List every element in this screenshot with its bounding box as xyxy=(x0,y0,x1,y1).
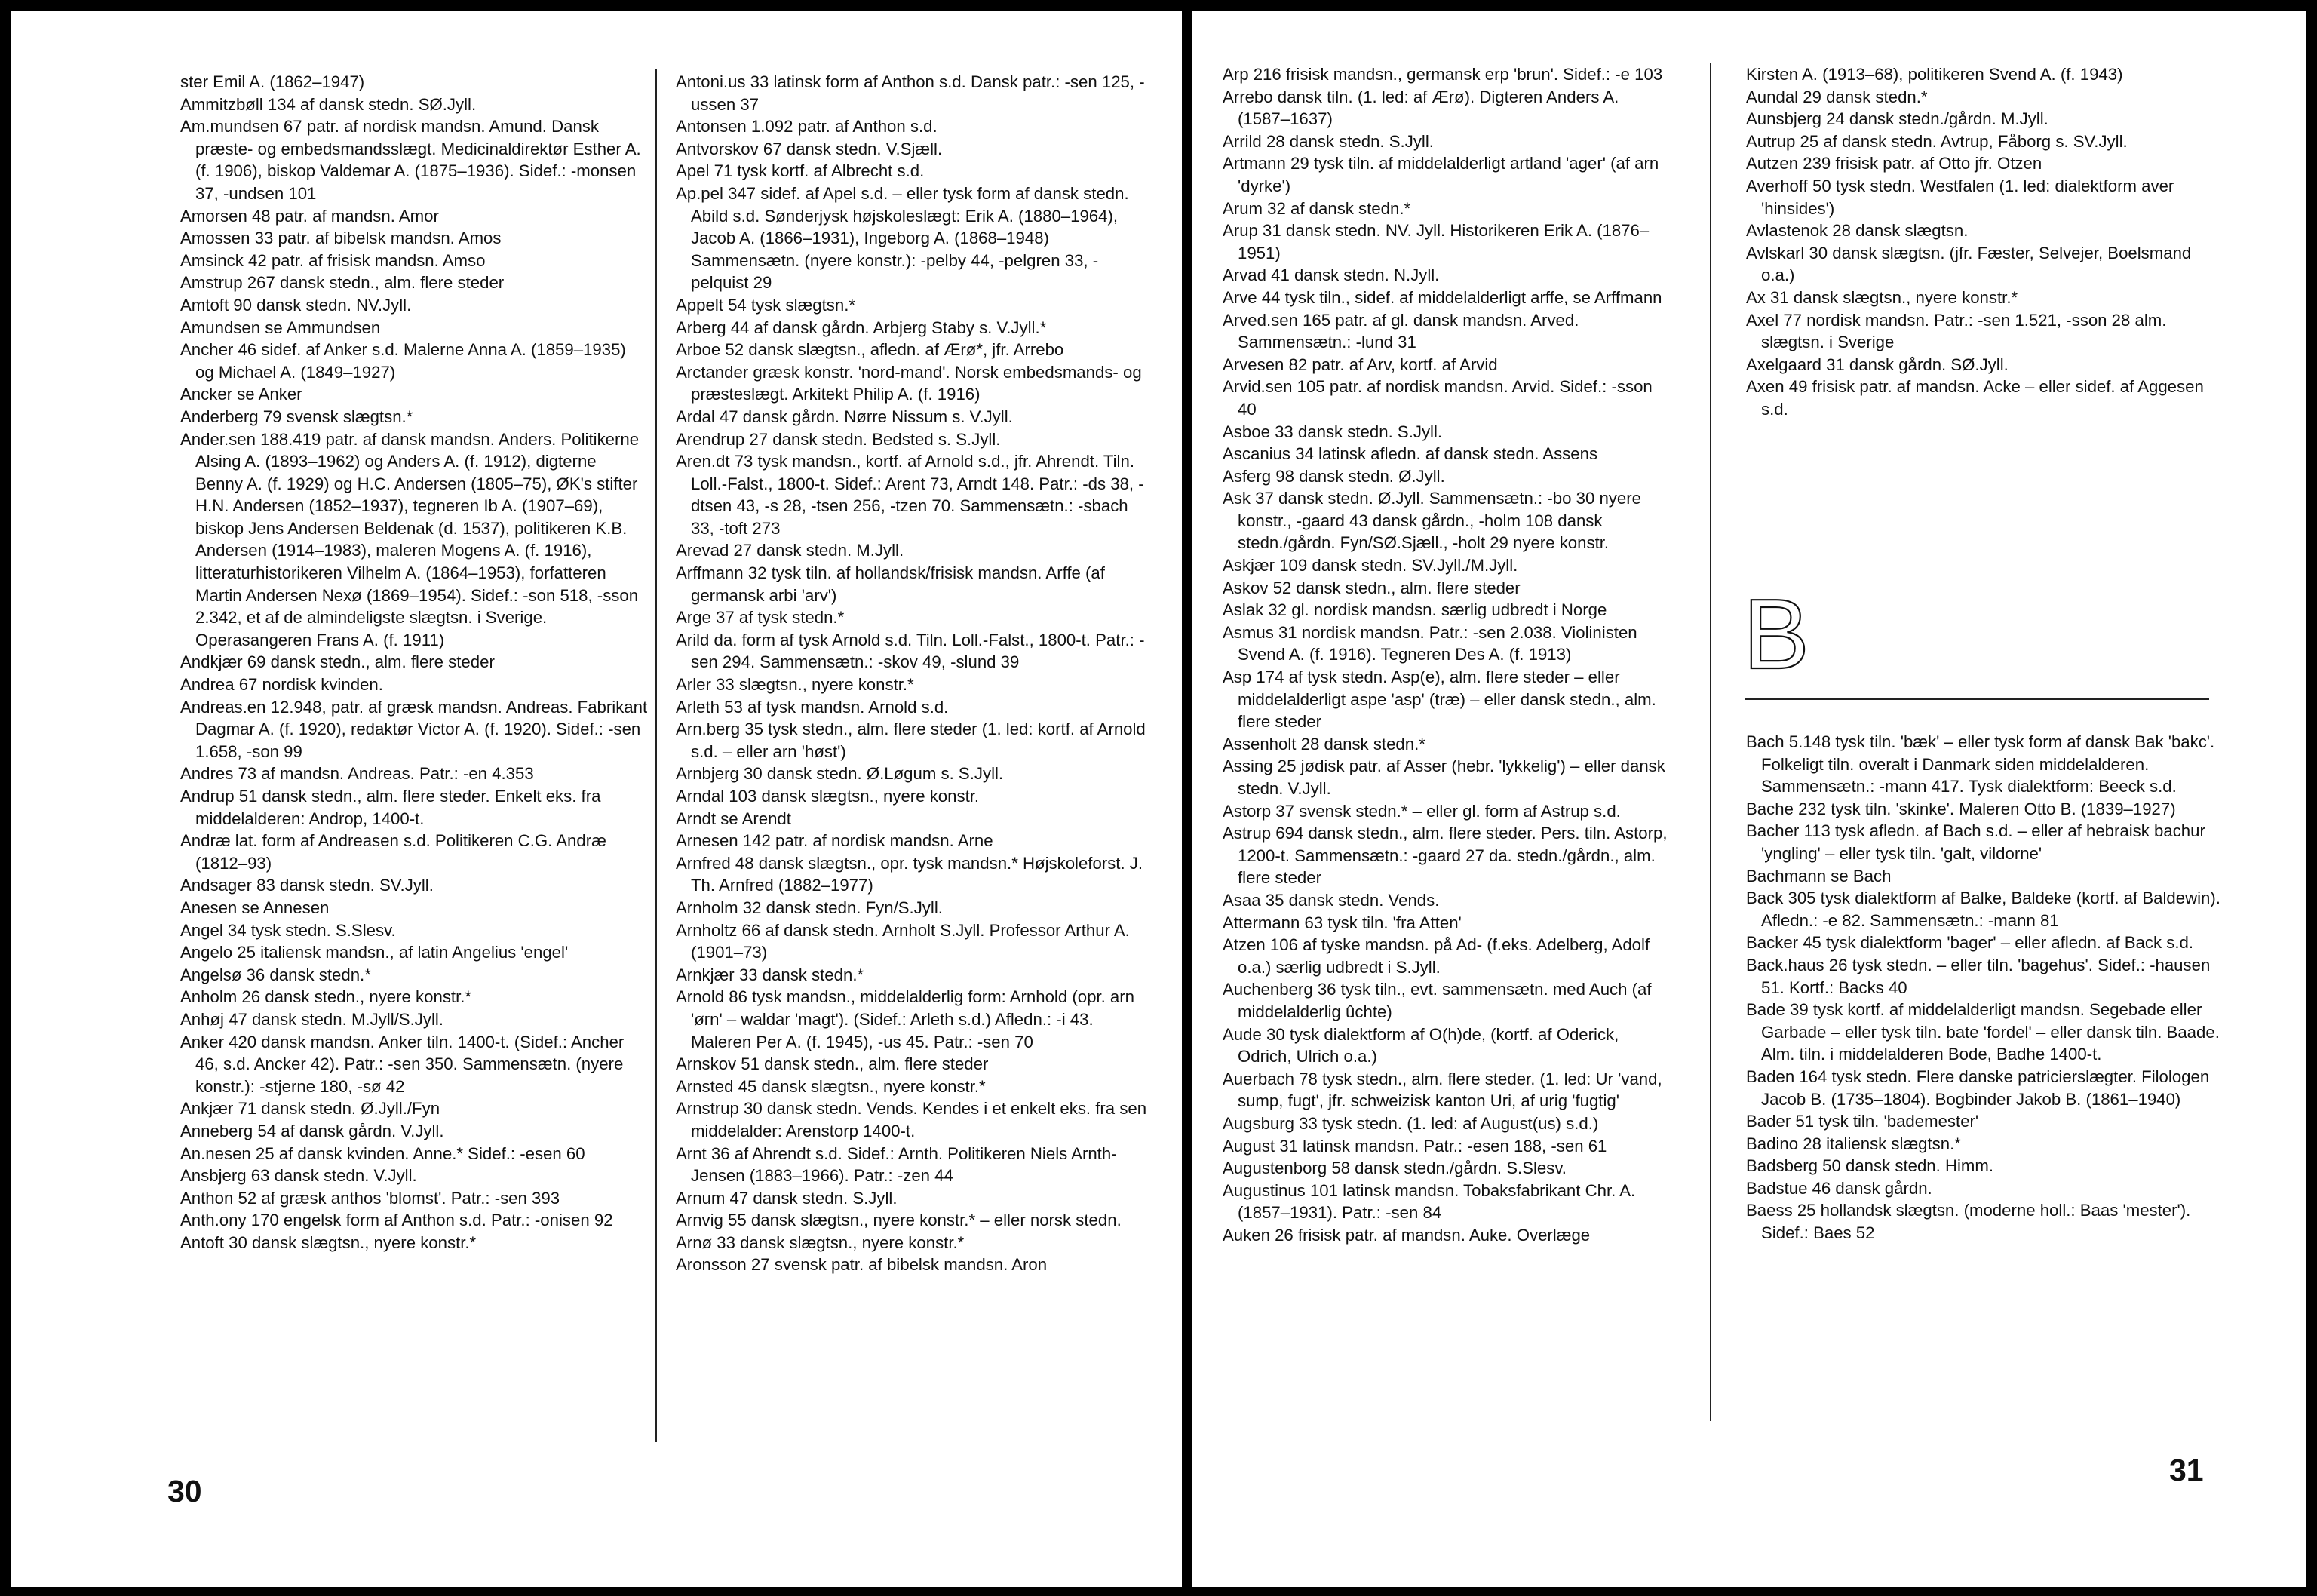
dictionary-entry: Angel 34 tysk stedn. S.Slesv. xyxy=(180,920,396,940)
dictionary-entry: Arler 33 slægtsn., nyere konstr.* xyxy=(676,675,914,695)
dictionary-entry: Arve 44 tysk tiln., sidef. af middelalderligt arffe, se Arffmann xyxy=(1223,287,1662,307)
dictionary-entry: Back.haus 26 tysk stedn. – eller tiln. 'bagehus'. Sidef.: -hausen 51. Kortf.: Backs 40 xyxy=(1746,955,2211,997)
dictionary-entry: Arnholm 32 dansk stedn. Fyn/S.Jyll. xyxy=(676,898,943,917)
dictionary-entry: Aude 30 tysk dialektform af O(h)de, (kortf. af Oderick, Odrich, Ulrich o.a.) xyxy=(1223,1024,1619,1067)
dictionary-entry: Auerbach 78 tysk stedn., alm. flere steder. (1. led: Ur 'vand, sump, fugt', jfr. schweizisk kanton Uri, af urig 'fugtig' xyxy=(1223,1069,1662,1111)
dictionary-entry: Anker 420 dansk mandsn. Anker tiln. 1400-t. (Sidef.: Ancher 46, s.d. Ancker 42). Patr.: -sen 350. Sammensætn. (nyere konstr.): -stjerne 180, -sø 42 xyxy=(180,1032,625,1096)
dictionary-entry: Baess 25 hollandsk slægtsn. (moderne holl.: Baas 'mester'). Sidef.: Baes 52 xyxy=(1746,1201,2191,1243)
dictionary-entry: Arn.berg 35 tysk stedn., alm. flere steder (1. led: kortf. af Arnold s.d. – eller arn 'høst') xyxy=(676,720,1146,761)
dictionary-entry: Bader 51 tysk tiln. 'bademester' xyxy=(1746,1112,1979,1131)
dictionary-entry: Arum 32 af dansk stedn.* xyxy=(1223,198,1411,218)
right-column-1 xyxy=(1223,63,1675,1246)
dictionary-entry: Backer 45 tysk dialektform 'bager' – eller afledn. af Back s.d. xyxy=(1746,933,2194,953)
dictionary-entry: Ask 37 dansk stedn. Ø.Jyll. Sammensætn.: -bo 30 nyere konstr., -gaard 43 dansk gårdn., -holm 108 dansk stedn./gårdn. Fyn/SØ.Sjæll., -holt 29 nyere konstr. xyxy=(1223,489,1641,553)
dictionary-entry: Andkjær 69 dansk stedn., alm. flere steder xyxy=(180,652,495,672)
dictionary-entry: Arnbjerg 30 dansk stedn. Ø.Løgum s. S.Jyll. xyxy=(676,764,1004,784)
dictionary-entry: Arnum 47 dansk stedn. S.Jyll. xyxy=(676,1188,898,1208)
dictionary-entry: Anesen se Annesen xyxy=(180,898,330,917)
dictionary-entry: Anderberg 79 svensk slægtsn.* xyxy=(180,407,413,426)
dictionary-entry: Andsager 83 dansk stedn. SV.Jyll. xyxy=(180,876,434,895)
dictionary-entry: Antvorskov 67 dansk stedn. V.Sjæll. xyxy=(676,139,943,158)
dictionary-entry: Badsberg 50 dansk stedn. Himm. xyxy=(1746,1156,1994,1176)
dictionary-entry: ster Emil A. (1862–1947) xyxy=(180,72,365,91)
dictionary-entry: Ankjær 71 dansk stedn. Ø.Jyll./Fyn xyxy=(180,1099,440,1119)
dictionary-entry: Angelo 25 italiensk mandsn., af latin Angelius 'engel' xyxy=(180,943,569,962)
dictionary-entry: Amundsen se Ammundsen xyxy=(180,318,381,337)
dictionary-entry: Axelgaard 31 dansk gårdn. SØ.Jyll. xyxy=(1746,354,2009,374)
dictionary-entry: Andræ lat. form af Andreasen s.d. Politikeren C.G. Andræ (1812–93) xyxy=(180,831,606,873)
dictionary-entry: Bacher 113 tysk afledn. af Bach s.d. – eller af hebraisk bachur 'yngling' – eller tysk tiln. 'galt, vildorne' xyxy=(1746,821,2205,863)
dictionary-entry: Arrebo dansk tiln. (1. led: af Ærø). Digteren Anders A. (1587–1637) xyxy=(1223,87,1619,129)
dictionary-entry: Axel 77 nordisk mandsn. Patr.: -sen 1.521, -sson 28 alm. slægtsn. i Sverige xyxy=(1746,310,2167,352)
dictionary-entry: Amstrup 267 dansk stedn., alm. flere steder xyxy=(180,273,505,293)
dictionary-entry: Avlastenok 28 dansk slægtsn. xyxy=(1746,221,1969,241)
dictionary-entry: Autrup 25 af dansk stedn. Avtrup, Fåborg s. SV.Jyll. xyxy=(1746,131,2128,151)
svg-text:B: B xyxy=(1743,590,1810,674)
dictionary-entry: Andreas.en 12.948, patr. af græsk mandsn. Andreas. Fabrikant Dagmar A. (f. 1920), redaktør Victor A. (f. 1920). Sidef.: -sen 1.658, -son 99 xyxy=(180,697,648,761)
dictionary-entry: Axen 49 frisisk patr. af mandsn. Acke – eller sidef. af Aggesen s.d. xyxy=(1746,377,2204,419)
dictionary-entry: Arffmann 32 tysk tiln. af hollandsk/frisisk mandsn. Arffe (af germansk arbi 'arv') xyxy=(676,563,1105,605)
left-page xyxy=(11,11,1182,1587)
dictionary-entry: Back 305 tysk dialektform af Balke, Baldeke (kortf. af Baldewin). Afledn.: -e 82. Sammensætn.: -mann 81 xyxy=(1746,889,2220,930)
dictionary-entry: Arvid.sen 105 patr. af nordisk mandsn. Arvid. Sidef.: -sson 40 xyxy=(1223,377,1653,419)
dictionary-entry: Ansbjerg 63 dansk stedn. V.Jyll. xyxy=(180,1166,417,1186)
dictionary-entry: Antonsen 1.092 patr. af Anthon s.d. xyxy=(676,117,938,137)
dictionary-entry: Appelt 54 tysk slægtsn.* xyxy=(676,295,856,315)
section-letter-b xyxy=(1742,590,1815,674)
dictionary-entry: Bade 39 tysk kortf. af middelalderligt mandsn. Segebade eller Garbade – eller tysk tiln. bate 'fordel' – eller dansk tiln. Baade. Alm. tiln. i middelalderen Bode, Badhe 1400-t. xyxy=(1746,1000,2220,1064)
dictionary-entry: Avlskarl 30 dansk slægtsn. (jfr. Fæster, Selvejer, Boelsmand o.a.) xyxy=(1746,243,2192,285)
dictionary-entry: Auken 26 frisisk patr. af mandsn. Auke. Overlæge xyxy=(1223,1225,1591,1245)
dictionary-entry: Auchenberg 36 tysk tiln., evt. sammensætn. med Auch (af middelalderlig ûchte) xyxy=(1223,980,1652,1021)
page-number-left: 30 xyxy=(167,1474,202,1509)
dictionary-entry: Angelsø 36 dansk stedn.* xyxy=(180,965,371,984)
dictionary-entry: Arnkjær 33 dansk stedn.* xyxy=(676,965,864,984)
dictionary-entry: An.nesen 25 af dansk kvinden. Anne.* Sidef.: -esen 60 xyxy=(180,1143,585,1163)
dictionary-entry: Arndt se Arendt xyxy=(676,809,791,828)
dictionary-entry: Amorsen 48 patr. af mandsn. Amor xyxy=(180,206,439,226)
dictionary-entry: Aunsbjerg 24 dansk stedn./gårdn. M.Jyll. xyxy=(1746,109,2048,129)
dictionary-entry: Antoft 30 dansk slægtsn., nyere konstr.* xyxy=(180,1232,477,1252)
dictionary-entry: Arnold 86 tysk mandsn., middelalderlig form: Arnhold (opr. arn 'ørn' – waldar 'magt'). (Sidef.: Arleth s.d.) Afledn.: -i 43. Maleren Per A. (f. 1945), -us 45. Patr.: -sen 70 xyxy=(676,987,1134,1051)
dictionary-entry: Asaa 35 dansk stedn. Vends. xyxy=(1223,890,1440,910)
dictionary-entry: Anholm 26 dansk stedn., nyere konstr.* xyxy=(180,987,472,1007)
dictionary-entry: Atzen 106 af tyske mandsn. på Ad- (f.eks. Adelberg, Adolf o.a.) særlig udbredt i S.Jyll. xyxy=(1223,935,1650,977)
dictionary-entry: Arboe 52 dansk slægtsn., afledn. af Ærø*, jfr. Arrebo xyxy=(676,340,1064,360)
dictionary-entry: Arndal 103 dansk slægtsn., nyere konstr. xyxy=(676,787,980,806)
dictionary-entry: Arved.sen 165 patr. af gl. dansk mandsn. Arved. Sammensætn.: -lund 31 xyxy=(1223,310,1579,352)
dictionary-entry: Badino 28 italiensk slægtsn.* xyxy=(1746,1134,1961,1153)
dictionary-entry: Antoni.us 33 latinsk form af Anthon s.d. Dansk patr.: -sen 125, -ussen 37 xyxy=(676,72,1145,114)
right-page xyxy=(1192,11,2306,1587)
dictionary-entry: Bachmann se Bach xyxy=(1746,866,1892,885)
dictionary-entry: Arevad 27 dansk stedn. M.Jyll. xyxy=(676,541,904,560)
section-rule xyxy=(1745,698,2209,700)
dictionary-entry: Attermann 63 tysk tiln. 'fra Atten' xyxy=(1223,913,1462,932)
dictionary-entry: Askov 52 dansk stedn., alm. flere steder xyxy=(1223,578,1521,597)
dictionary-entry: Arp 216 frisisk mandsn., germansk erp 'brun'. Sidef.: -e 103 xyxy=(1223,65,1663,84)
dictionary-entry: Ascanius 34 latinsk afledn. af dansk stedn. Assens xyxy=(1223,444,1598,464)
dictionary-entry: Augsburg 33 tysk stedn. (1. led: af August(us) s.d.) xyxy=(1223,1113,1599,1133)
dictionary-entry: Arnesen 142 patr. af nordisk mandsn. Arne xyxy=(676,831,993,851)
left-column-2 xyxy=(676,71,1151,1276)
dictionary-entry: Andres 73 af mandsn. Andreas. Patr.: -en 4.353 xyxy=(180,764,534,784)
column-divider xyxy=(1710,63,1711,1421)
dictionary-entry: Andrup 51 dansk stedn., alm. flere steder. Enkelt eks. fra middelalderen: Androp, 1400-t. xyxy=(180,787,601,828)
dictionary-entry: Artmann 29 tysk tiln. af middelalderligt artland 'ager' (af arn 'dyrke') xyxy=(1223,154,1659,195)
dictionary-entry: Arild da. form af tysk Arnold s.d. Tiln. Loll.-Falst., 1800-t. Patr.: -sen 294. Sammensætn.: -skov 49, -slund 39 xyxy=(676,630,1145,672)
dictionary-entry: Arup 31 dansk stedn. NV. Jyll. Historikeren Erik A. (1876–1951) xyxy=(1223,221,1650,262)
dictionary-entry: Arnfred 48 dansk slægtsn., opr. tysk mandsn.* Højskoleforst. J. Th. Arnfred (1882–1977) xyxy=(676,853,1143,895)
dictionary-entry: Ancher 46 sidef. af Anker s.d. Malerne Anna A. (1859–1935) og Michael A. (1849–1927) xyxy=(180,340,626,382)
dictionary-entry: Aundal 29 dansk stedn.* xyxy=(1746,87,1928,106)
dictionary-entry: Ax 31 dansk slægtsn., nyere konstr.* xyxy=(1746,287,2018,307)
dictionary-entry: Bache 232 tysk tiln. 'skinke'. Maleren Otto B. (1839–1927) xyxy=(1746,799,2176,818)
dictionary-entry: Amsinck 42 patr. af frisisk mandsn. Amso xyxy=(180,250,486,270)
dictionary-entry: Anneberg 54 af dansk gårdn. V.Jyll. xyxy=(180,1121,444,1140)
dictionary-entry: Anth.ony 170 engelsk form af Anthon s.d. Patr.: -onisen 92 xyxy=(180,1211,613,1230)
dictionary-entry: Astorp 37 svensk stedn.* – eller gl. form af Astrup s.d. xyxy=(1223,801,1621,821)
dictionary-entry: Augustinus 101 latinsk mandsn. Tobaksfabrikant Chr. A. (1857–1931). Patr.: -sen 84 xyxy=(1223,1180,1636,1223)
dictionary-entry: August 31 latinsk mandsn. Patr.: -esen 188, -sen 61 xyxy=(1223,1136,1607,1156)
page-number-right: 31 xyxy=(2169,1453,2204,1487)
dictionary-entry: Anhøj 47 dansk stedn. M.Jyll/S.Jyll. xyxy=(180,1009,443,1029)
left-column-1 xyxy=(180,71,648,1254)
dictionary-entry: Arnsted 45 dansk slægtsn., nyere konstr.* xyxy=(676,1076,986,1096)
dictionary-entry: Am.mundsen 67 patr. af nordisk mandsn. Amund. Dansk præste- og embedsmandsslægt. Medicinaldirektør Esther A. (f. 1906), biskop Valdemar A. (1875–1936). Sidef.: -monsen 37, -undsen 101 xyxy=(180,117,641,203)
column-divider xyxy=(655,69,657,1442)
dictionary-entry: Ancker se Anker xyxy=(180,385,302,404)
dictionary-entry: Amtoft 90 dansk stedn. NV.Jyll. xyxy=(180,295,412,315)
dictionary-entry: Arctander græsk konstr. 'nord-mand'. Norsk embedsmands- og præsteslægt. Arkitekt Philip A. (f. 1916) xyxy=(676,362,1142,404)
dictionary-entry: Arnt 36 af Ahrendt s.d. Sidef.: Arnth. Politikeren Niels Arnth-Jensen (1883–1966). Patr.: -zen 44 xyxy=(676,1143,1117,1186)
dictionary-entry: Arberg 44 af dansk gårdn. Arbjerg Staby s. V.Jyll.* xyxy=(676,318,1047,337)
dictionary-entry: Autzen 239 frisisk patr. af Otto jfr. Otzen xyxy=(1746,154,2042,173)
dictionary-entry: Assenholt 28 dansk stedn.* xyxy=(1223,734,1425,753)
dictionary-entry: Arvesen 82 patr. af Arv, kortf. af Arvid xyxy=(1223,354,1498,374)
dictionary-entry: Anthon 52 af græsk anthos 'blomst'. Patr.: -sen 393 xyxy=(180,1188,560,1208)
dictionary-entry: Arge 37 af tysk stedn.* xyxy=(676,608,845,628)
dictionary-entry: Arnstrup 30 dansk stedn. Vends. Kendes i et enkelt eks. fra sen middelalder: Arenstorp 1400-t. xyxy=(676,1099,1147,1140)
dictionary-entry: Assing 25 jødisk patr. af Asser (hebr. 'lykkelig') – eller dansk stedn. V.Jyll. xyxy=(1223,757,1665,798)
dictionary-entry: Ammitzbøll 134 af dansk stedn. SØ.Jyll. xyxy=(180,94,477,114)
dictionary-entry: Arendrup 27 dansk stedn. Bedsted s. S.Jyll. xyxy=(676,429,1001,449)
dictionary-entry: Asferg 98 dansk stedn. Ø.Jyll. xyxy=(1223,466,1445,486)
dictionary-entry: Arnskov 51 dansk stedn., alm. flere steder xyxy=(676,1054,989,1074)
dictionary-entry: Kirsten A. (1913–68), politikeren Svend A. (f. 1943) xyxy=(1746,65,2123,84)
dictionary-entry: Arnø 33 dansk slægtsn., nyere konstr.* xyxy=(676,1232,965,1252)
dictionary-entry: Aren.dt 73 tysk mandsn., kortf. af Arnold s.d., jfr. Ahrendt. Tiln. Loll.-Falst., 1800-t. Sidef.: Arent 73, Arndt 148. Patr.: -ds 38, -dtsen 43, -s 28, -tsen 256, -tzen 70. Sammensætn.: -sbach 33, -toft 273 xyxy=(676,452,1144,538)
dictionary-entry: Averhoff 50 tysk stedn. Westfalen (1. led: dialektform aver 'hinsides') xyxy=(1746,176,2174,218)
dictionary-entry: Arrild 28 dansk stedn. S.Jyll. xyxy=(1223,131,1434,151)
dictionary-entry: Ap.pel 347 sidef. af Apel s.d. – eller tysk form af dansk stedn. Abild s.d. Sønderjysk højskoleslægt: Erik A. (1880–1964), Jacob A. (1866–1931), Ingeborg A. (1868–1948) Sammensætn. (nyere konstr.): -pelby 44, -pelgren 33, -pelquist 29 xyxy=(676,183,1129,293)
dictionary-entry: Bach 5.148 tysk tiln. 'bæk' – eller tysk form af dansk Bak 'bakc'. Folkeligt tiln. overalt i Danmark siden middelalderen. Sammensætn.: -mann 417. Tysk dialektform: Beeck s.d. xyxy=(1746,732,2215,796)
dictionary-entry: Badstue 46 dansk gårdn. xyxy=(1746,1178,1932,1198)
dictionary-entry: Arvad 41 dansk stedn. N.Jyll. xyxy=(1223,265,1440,285)
dictionary-entry: Aronsson 27 svensk patr. af bibelsk mandsn. Aron xyxy=(676,1255,1048,1275)
dictionary-entry: Asp 174 af tysk stedn. Asp(e), alm. flere steder – eller middelalderligt aspe 'asp' (træ) – eller dansk stedn., alm. flere steder xyxy=(1223,668,1656,732)
dictionary-entry: Aslak 32 gl. nordisk mandsn. særlig udbredt i Norge xyxy=(1223,600,1607,620)
dictionary-entry: Amossen 33 patr. af bibelsk mandsn. Amos xyxy=(180,229,502,248)
dictionary-entry: Augustenborg 58 dansk stedn./gårdn. S.Slesv. xyxy=(1223,1159,1567,1178)
dictionary-entry: Asmus 31 nordisk mandsn. Patr.: -sen 2.038. Violinisten Svend A. (f. 1916). Tegneren Des A. (f. 1913) xyxy=(1223,622,1637,664)
dictionary-entry: Arleth 53 af tysk mandsn. Arnold s.d. xyxy=(676,697,949,717)
dictionary-entry: Apel 71 tysk kortf. af Albrecht s.d. xyxy=(676,161,925,181)
dictionary-entry: Askjær 109 dansk stedn. SV.Jyll./M.Jyll. xyxy=(1223,556,1518,575)
right-column-2 xyxy=(1746,63,2229,421)
dictionary-entry: Ander.sen 188.419 patr. af dansk mandsn. Anders. Politikerne Alsing A. (1893–1962) og Anders A. (f. 1912), digterne Benny A. (f. 1929) og H.C. Andersen (1805–75), ØK's stifter H.N. Andersen (1852–1937), tegneren Ib A. (1907–69), biskop Jens Andersen Beldenak (d. 1537), politikeren K.B. Andersen (1914–1983), maleren Mogens A. (f. 1916), litteraturhistorikeren Vilhelm A. (1864–1953), forfatteren Martin Andersen Nexø (1869–1954). Sidef.: -son 518, -sson 2.342, et af de almindeligste slægtsn. i Sverige. Operasangeren Frans A. (f. 1911) xyxy=(180,429,640,649)
section-b-entries xyxy=(1746,731,2229,1245)
dictionary-entry: Baden 164 tysk stedn. Flere danske patricierslægter. Filologen Jacob B. (1735–1804). Bogbinder Jakob B. (1861–1940) xyxy=(1746,1067,2210,1109)
dictionary-entry: Asboe 33 dansk stedn. S.Jyll. xyxy=(1223,422,1443,441)
dictionary-entry: Andrea 67 nordisk kvinden. xyxy=(180,675,383,695)
dictionary-entry: Astrup 694 dansk stedn., alm. flere steder. Pers. tiln. Astorp, 1200-t. Sammensætn.: -gaard 27 da. stedn./gårdn., alm. flere steder xyxy=(1223,824,1668,888)
dictionary-entry: Arnholtz 66 af dansk stedn. Arnholt S.Jyll. Professor Arthur A. (1901–73) xyxy=(676,920,1130,962)
dictionary-entry: Arnvig 55 dansk slægtsn., nyere konstr.* – eller norsk stedn. xyxy=(676,1211,1122,1230)
dictionary-entry: Ardal 47 dansk gårdn. Nørre Nissum s. V.Jyll. xyxy=(676,407,1013,426)
